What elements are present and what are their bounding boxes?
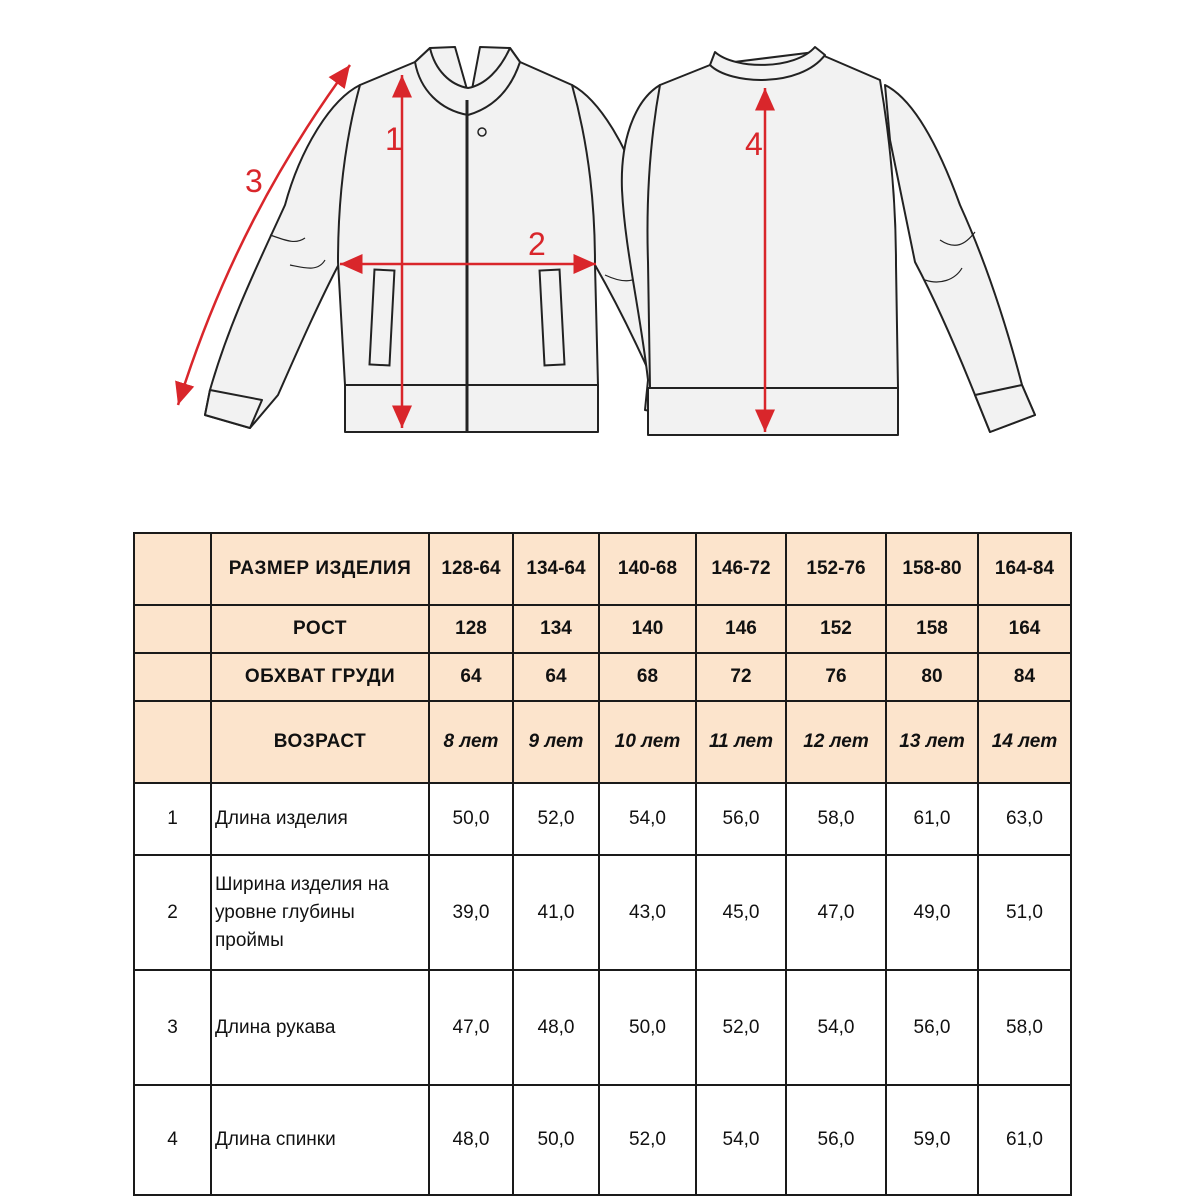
header-value-cell: 152-76 bbox=[786, 533, 886, 605]
measurement-value-cell: 52,0 bbox=[513, 783, 599, 855]
measurement-name-cell: Длина рукава bbox=[211, 970, 429, 1085]
row-label-cell: ВОЗРАСТ bbox=[211, 701, 429, 783]
measure-label-2: 2 bbox=[528, 226, 546, 262]
measurement-value-cell: 47,0 bbox=[786, 855, 886, 970]
header-value-cell: 140-68 bbox=[599, 533, 696, 605]
header-value-cell: 158 bbox=[886, 605, 978, 653]
measurement-value-cell: 48,0 bbox=[513, 970, 599, 1085]
measurement-value-cell: 54,0 bbox=[786, 970, 886, 1085]
header-value-cell: 158-80 bbox=[886, 533, 978, 605]
measurement-value-cell: 56,0 bbox=[696, 783, 786, 855]
measurement-index-cell: 2 bbox=[134, 855, 211, 970]
header-value-cell: 10 лет bbox=[599, 701, 696, 783]
header-value-cell: 140 bbox=[599, 605, 696, 653]
header-value-cell: 164 bbox=[978, 605, 1071, 653]
header-value-cell: 72 bbox=[696, 653, 786, 701]
header-row bbox=[134, 653, 1071, 701]
row-label-cell: РОСТ bbox=[211, 605, 429, 653]
measurement-value-cell: 52,0 bbox=[599, 1085, 696, 1195]
header-value-cell: 9 лет bbox=[513, 701, 599, 783]
measurement-index-cell: 4 bbox=[134, 1085, 211, 1195]
header-value-cell: 14 лет bbox=[978, 701, 1071, 783]
measurement-value-cell: 41,0 bbox=[513, 855, 599, 970]
header-value-cell: 76 bbox=[786, 653, 886, 701]
header-row bbox=[134, 701, 1071, 783]
row-index-cell bbox=[134, 701, 211, 783]
row-index-cell bbox=[134, 533, 211, 605]
measurement-name-cell: Ширина изделия на уровне глубины проймы bbox=[211, 855, 429, 970]
measurement-value-cell: 54,0 bbox=[599, 783, 696, 855]
header-value-cell: 11 лет bbox=[696, 701, 786, 783]
measure-label-3: 3 bbox=[245, 163, 263, 199]
measurement-value-cell: 58,0 bbox=[978, 970, 1071, 1085]
header-value-cell: 64 bbox=[513, 653, 599, 701]
measurement-value-cell: 63,0 bbox=[978, 783, 1071, 855]
row-label-cell: ОБХВАТ ГРУДИ bbox=[211, 653, 429, 701]
measurement-row bbox=[134, 1085, 1071, 1195]
measurement-value-cell: 47,0 bbox=[429, 970, 513, 1085]
measurement-value-cell: 58,0 bbox=[786, 783, 886, 855]
header-value-cell: 164-84 bbox=[978, 533, 1071, 605]
measurement-value-cell: 54,0 bbox=[696, 1085, 786, 1195]
measurement-value-cell: 50,0 bbox=[599, 970, 696, 1085]
measurement-row bbox=[134, 855, 1071, 970]
header-value-cell: 134 bbox=[513, 605, 599, 653]
measurement-index-cell: 1 bbox=[134, 783, 211, 855]
measurement-value-cell: 61,0 bbox=[978, 1085, 1071, 1195]
measurement-value-cell: 61,0 bbox=[886, 783, 978, 855]
header-value-cell: 128 bbox=[429, 605, 513, 653]
size-chart-table bbox=[133, 532, 1072, 1196]
measurement-row bbox=[134, 970, 1071, 1085]
header-value-cell: 13 лет bbox=[886, 701, 978, 783]
measurement-value-cell: 50,0 bbox=[513, 1085, 599, 1195]
header-row bbox=[134, 533, 1071, 605]
measurement-value-cell: 56,0 bbox=[786, 1085, 886, 1195]
row-label-cell: РАЗМЕР ИЗДЕЛИЯ bbox=[211, 533, 429, 605]
measurement-value-cell: 39,0 bbox=[429, 855, 513, 970]
header-value-cell: 152 bbox=[786, 605, 886, 653]
header-value-cell: 84 bbox=[978, 653, 1071, 701]
measurement-value-cell: 49,0 bbox=[886, 855, 978, 970]
measurement-value-cell: 43,0 bbox=[599, 855, 696, 970]
row-index-cell bbox=[134, 653, 211, 701]
header-value-cell: 80 bbox=[886, 653, 978, 701]
measurement-name-cell: Длина спинки bbox=[211, 1085, 429, 1195]
measurement-value-cell: 59,0 bbox=[886, 1085, 978, 1195]
header-value-cell: 128-64 bbox=[429, 533, 513, 605]
header-value-cell: 134-64 bbox=[513, 533, 599, 605]
measure-label-1: 1 bbox=[385, 121, 403, 157]
measure-label-4: 4 bbox=[745, 126, 763, 162]
header-value-cell: 64 bbox=[429, 653, 513, 701]
jacket-sketch bbox=[0, 0, 1200, 470]
measurement-value-cell: 51,0 bbox=[978, 855, 1071, 970]
measurement-value-cell: 45,0 bbox=[696, 855, 786, 970]
measurement-row bbox=[134, 783, 1071, 855]
measurement-value-cell: 52,0 bbox=[696, 970, 786, 1085]
jacket-back bbox=[622, 47, 1035, 435]
header-value-cell: 146-72 bbox=[696, 533, 786, 605]
row-index-cell bbox=[134, 605, 211, 653]
header-row bbox=[134, 605, 1071, 653]
measurement-value-cell: 56,0 bbox=[886, 970, 978, 1085]
measurement-index-cell: 3 bbox=[134, 970, 211, 1085]
measurement-value-cell: 50,0 bbox=[429, 783, 513, 855]
header-value-cell: 146 bbox=[696, 605, 786, 653]
header-value-cell: 8 лет bbox=[429, 701, 513, 783]
measurement-value-cell: 48,0 bbox=[429, 1085, 513, 1195]
measurement-name-cell: Длина изделия bbox=[211, 783, 429, 855]
header-value-cell: 68 bbox=[599, 653, 696, 701]
header-value-cell: 12 лет bbox=[786, 701, 886, 783]
